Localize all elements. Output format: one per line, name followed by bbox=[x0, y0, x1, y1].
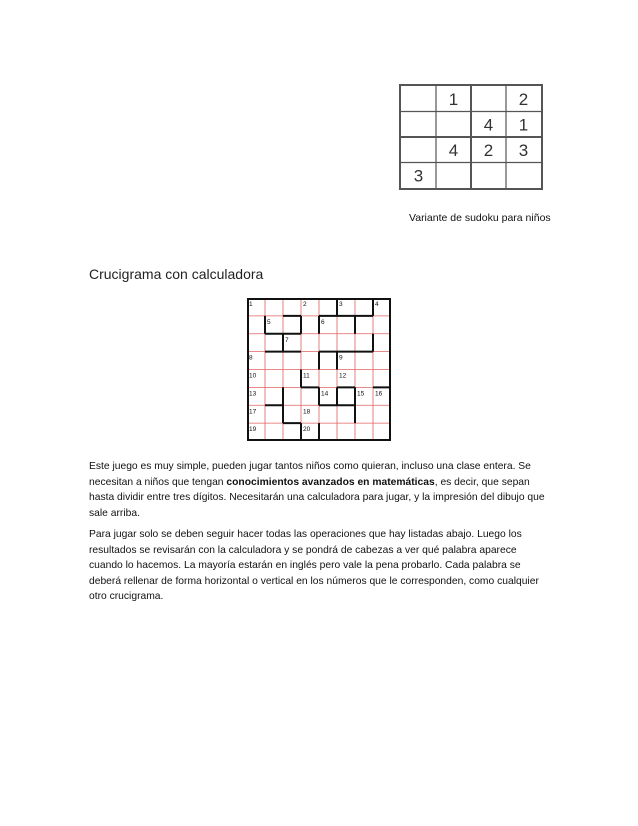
crossword-clue-number: 10 bbox=[249, 372, 257, 380]
crossword-clue-number: 17 bbox=[249, 408, 257, 416]
sudoku-lines bbox=[401, 86, 541, 188]
intro-paragraph bbox=[89, 459, 549, 521]
crossword-grid bbox=[247, 298, 391, 441]
sudoku-cell-value: 1 bbox=[518, 115, 529, 135]
sudoku-cell-value: 4 bbox=[448, 140, 459, 160]
crossword-clue-number: 13 bbox=[249, 390, 257, 398]
sudoku-cell-value: 2 bbox=[518, 89, 529, 109]
sudoku-cell-value: 3 bbox=[413, 166, 424, 186]
sudoku-cell-value: 3 bbox=[518, 140, 529, 160]
sudoku-grid bbox=[399, 84, 543, 190]
instructions-paragraph: Para jugar solo se deben seguir hacer todas las operaciones que hay listadas abajo. Luego los resultados se revisarán con la calculadora y se pondrá de cabezas a ver qué palabra aparece cuando lo hacemos. La mayoría estarán en inglés pero vale la pena probarlo. Cada palabra se deberá rellenar de forma horizontal o vertical en los números que le corresponden, como cualquier otro crucigrama. bbox=[89, 529, 539, 603]
crossword-clue-number: 7 bbox=[285, 336, 289, 344]
crossword-clue-number: 15 bbox=[357, 390, 365, 398]
crossword-clue-number: 19 bbox=[249, 426, 257, 434]
crossword-clue-number: 1 bbox=[249, 301, 253, 308]
crossword-clue-number: 8 bbox=[249, 354, 253, 362]
sudoku-cell-value: 2 bbox=[483, 140, 494, 160]
crossword-clue-number: 5 bbox=[267, 318, 271, 326]
crossword-clue-number: 9 bbox=[339, 354, 343, 362]
crossword-clue-number: 3 bbox=[339, 301, 343, 308]
intro-text-part2: , es decir, que sepan hasta dividir entre tres dígitos. Necesitarán una calculadora para jugar, y la impresión del dibujo que sale arriba. bbox=[89, 476, 545, 519]
crossword-clue-number: 14 bbox=[321, 390, 329, 398]
crossword-clue-number: 16 bbox=[375, 390, 383, 398]
sudoku-caption: Variante de sudoku para niños bbox=[409, 212, 551, 224]
crossword-clue-number: 4 bbox=[375, 301, 379, 308]
crossword-clue-number: 12 bbox=[339, 372, 347, 380]
crossword-clue-number: 2 bbox=[303, 301, 307, 308]
intro-text-bold: conocimientos avanzados en matemáticas bbox=[226, 476, 435, 488]
section-title: Crucigrama con calculadora bbox=[89, 266, 264, 282]
sudoku-cell-value: 4 bbox=[483, 115, 494, 135]
crossword-clue-number: 18 bbox=[303, 408, 311, 416]
crossword-clue-number: 11 bbox=[303, 372, 310, 380]
intro-text-part1: Este juego es muy simple, pueden jugar tantos niños como quieran, incluso una clase entera. Se necesitan a niños que tengan bbox=[89, 461, 531, 488]
sudoku-cell-value: 1 bbox=[448, 89, 459, 109]
crossword-clue-number: 6 bbox=[321, 318, 325, 326]
crossword-clue-number: 20 bbox=[303, 426, 311, 434]
